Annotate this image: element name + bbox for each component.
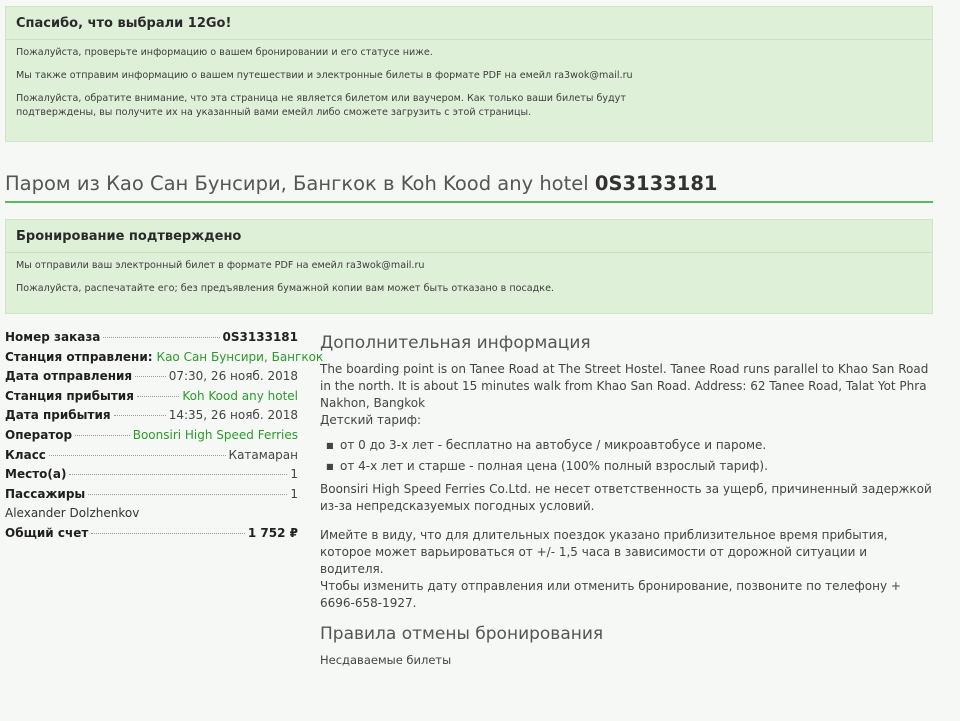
arr-row [5,408,298,428]
to-label: Станция прибытия [5,388,134,403]
seat-label: Место(а) [5,467,67,482]
page-title-text: Паром из Као Сан Бунсири, Бангкок в Koh Kood any hotel [5,172,595,195]
total-value: 1 752 ₽ [247,525,298,540]
boarding-text: The boarding point is on Tanee Road at The Street Hostel. Tanee Road runs parallel to Khao San Road in the north. It is about 15 minutes walk from Khao San Road. Address: 62 Tanee Road, Talat Yot Phra Nakhon, Bangkok [320,362,929,410]
operator-row [5,428,298,448]
operator-label: Оператор [5,427,73,442]
arr-value: 14:35, 26 нояб. 2018 [168,408,298,423]
class-value: Катамаран [228,447,298,462]
class-row [5,448,298,468]
confirmed-title: Бронирование подтверждено [6,220,932,253]
thanks-line: Пожалуйста, проверьте информацию о вашем бронировании и его статусе ниже. [16,47,433,58]
child-fare-label: Детский тариф: [320,413,422,427]
thanks-alert [5,6,933,142]
to-row [5,389,298,409]
passenger-name: Alexander Dolzhenkov [5,506,140,521]
cancel-heading: Правила отмены бронирования [320,624,604,644]
dep-value: 07:30, 26 нояб. 2018 [168,369,298,384]
info-heading: Дополнительная информация [320,333,591,353]
from-row [5,349,324,370]
dep-row [5,369,298,389]
pax-value: 1 [290,486,298,501]
list-item: ■ от 4-х лет и старше - полная цена (100% полный взрослый тариф). [340,458,932,475]
dep-label: Дата отправления [5,369,133,384]
list-item: ■ от 0 до 3-х лет - бесплатно на автобусе / микроавтобусе и пароме. [340,437,932,454]
booking-id: 0S3133181 [594,172,718,195]
approx-text: Имейте в виду, что для длительных поездок указано приблизительное время прибытия, которое может варьироваться от +/- 1,5 часа в зависимости от дорожной ситуации и водителя. [320,528,888,576]
total-row [5,526,298,546]
child-fare-list [320,437,932,475]
change-text: Чтобы изменить дату отправления или отменить бронирование, позвоните по телефону + 6696-658-1927. [320,579,901,610]
from-label: Станция отправлени: [5,349,153,364]
additional-info [320,333,932,669]
thanks-line: Пожалуйста, обратите внимание, что эта страница не является билетом или ваучером. Как только ваши билеты будут подтверждены, вы получите их на указанный вами емейл либо сможете загрузить с этой страницы. [16,93,626,118]
page-title [5,172,933,203]
thanks-title: Спасибо, что выбрали 12Go! [6,7,932,40]
from-value[interactable]: Као Сан Бунсири, Бангкок [156,349,324,364]
seat-value: 1 [290,467,298,482]
thanks-line: Мы также отправим информацию о вашем путешествии и электронные билеты в формате PDF на емейл ra3wok@mail.ru [16,70,633,81]
booking-details [5,330,324,546]
order-label: Номер заказа [5,330,101,344]
cancel-text: Несдаваемые билеты [320,653,452,667]
confirmed-line: Мы отправили ваш электронный билет в формате PDF на емейл ra3wok@mail.ru [16,260,425,271]
to-value[interactable]: Koh Kood any hotel [182,388,298,403]
total-label: Общий счет [5,525,89,540]
order-value: 0S3133181 [222,330,298,344]
order-row [5,330,298,350]
seat-row [5,467,298,487]
pax-label: Пассажиры [5,486,86,501]
class-label: Класс [5,447,46,462]
arr-label: Дата прибытия [5,408,111,423]
confirmed-line: Пожалуйста, распечатайте его; без предъявления бумажной копии вам может быть отказано в посадке. [16,283,555,294]
confirmed-alert [5,219,933,314]
operator-value[interactable]: Boonsiri High Speed Ferries [132,427,298,442]
pax-row [5,487,298,507]
liability-text: Boonsiri High Speed Ferries Co.Ltd. не несет ответственность за ущерб, причиненный задержкой из-за непредсказуемых погодных условий. [320,482,932,513]
